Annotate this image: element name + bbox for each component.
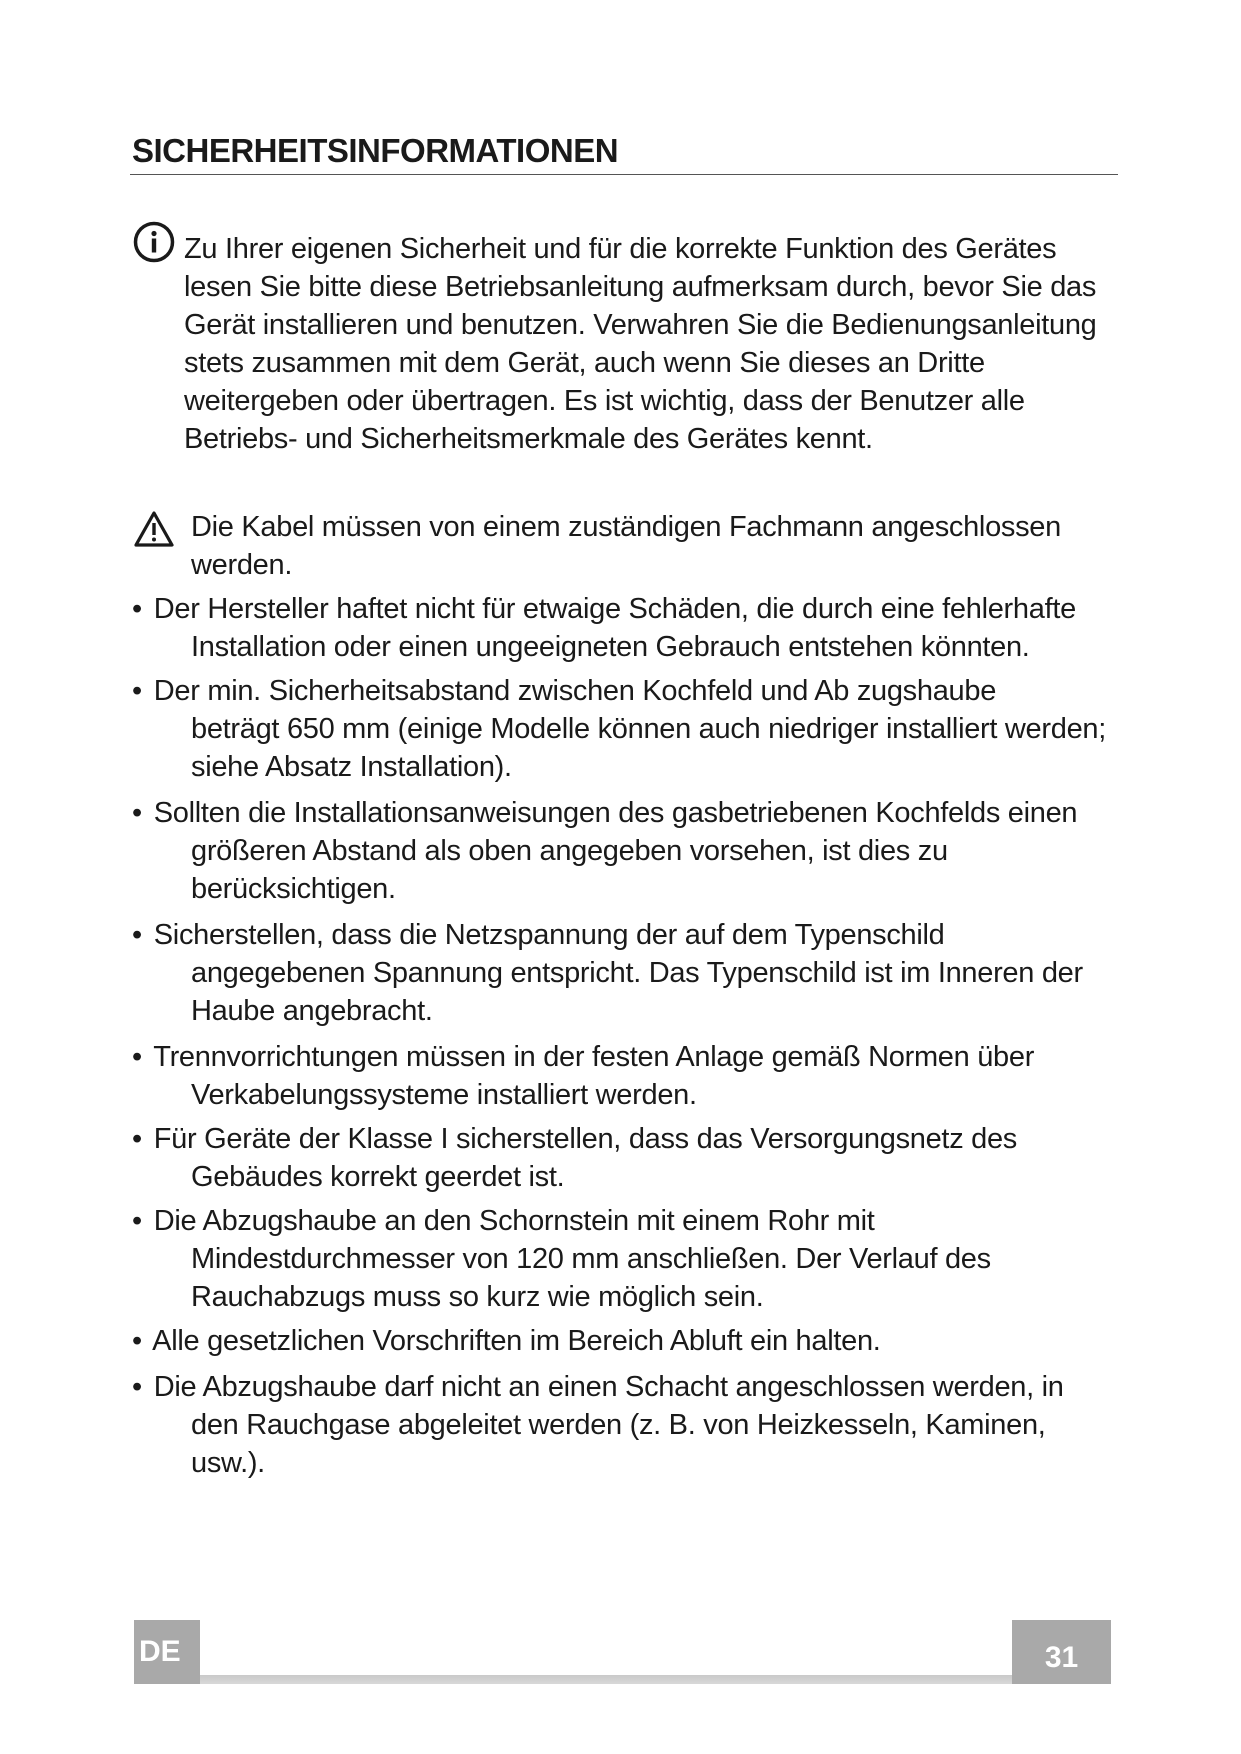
footer-bar [134, 1675, 1111, 1684]
bullet-symbol: • [132, 1371, 142, 1403]
bullet-text: Rauchabzugs muss so kurz wie möglich sein. [191, 1281, 764, 1313]
bullet-text: Für Geräte der Klasse I sicherstellen, dass das Versorgungsnetz des [153, 1123, 1018, 1155]
info-line: weitergeben oder übertragen. Es ist wichtig, dass der Benutzer alle [184, 385, 1025, 417]
bullet-item [132, 672, 1106, 786]
bullet-text: berücksichtigen. [191, 873, 396, 905]
info-line: Gerät installieren und benutzen. Verwahren Sie die Bedienungsanleitung [184, 309, 1097, 341]
info-line: stets zusammen mit dem Gerät, auch wenn Sie dieses an Dritte [184, 347, 985, 379]
footer-page-number: 31 [1012, 1620, 1111, 1684]
bullet-text: Der min. Sicherheitsabstand zwischen Kochfeld und Ab zugshaube [153, 675, 997, 707]
bullet-text: siehe Absatz Installation). [191, 751, 512, 783]
bullet-text: Der Hersteller haftet nicht für etwaige Schäden, die durch eine fehlerhafte [153, 593, 1076, 625]
bullet-symbol: • [132, 919, 142, 951]
bullet-text: Mindestdurchmesser von 120 mm anschließen. Der Verlauf des [191, 1243, 991, 1275]
bullet-item [132, 1202, 991, 1316]
bullet-text: Die Abzugshaube an den Schornstein mit einem Rohr mit [153, 1205, 875, 1237]
warning-line: Die Kabel müssen von einem zuständigen Fachmann angeschlossen [191, 511, 1061, 543]
bullet-item [132, 1038, 1034, 1114]
bullet-text: angegebenen Spannung entspricht. Das Typenschild ist im Inneren der [191, 957, 1083, 989]
bullet-item [132, 1120, 1017, 1196]
bullet-text: Trennvorrichtungen müssen in der festen Anlage gemäß Normen über [153, 1041, 1035, 1073]
bullet-text: Verkabelungssysteme installiert werden. [191, 1079, 697, 1111]
bullet-item [132, 1368, 1064, 1482]
warning-triangle-icon [133, 510, 175, 548]
bullet-item [132, 590, 1076, 666]
bullet-text: usw.). [191, 1447, 265, 1479]
bullet-text: größeren Abstand als oben angegeben vorsehen, ist dies zu [191, 835, 948, 867]
bullet-text: Sicherstellen, dass die Netzspannung der auf dem Typenschild [153, 919, 945, 951]
bullet-text: Haube angebracht. [191, 995, 433, 1027]
bullet-symbol: • [132, 1041, 142, 1073]
bullet-text: Sollten die Installationsanweisungen des gasbetriebenen Kochfelds einen [153, 797, 1078, 829]
bullet-symbol: • [132, 675, 142, 707]
bullet-item [132, 794, 1077, 908]
bullet-text: Gebäudes korrekt geerdet ist. [191, 1161, 565, 1193]
info-paragraph-continued [184, 268, 1096, 458]
info-paragraph [178, 230, 1056, 268]
bullet-symbol: • [132, 797, 142, 829]
bullet-symbol: • [132, 1205, 142, 1237]
page-title: SICHERHEITSINFORMATIONEN [132, 132, 619, 169]
bullet-symbol: • [132, 1325, 142, 1357]
bullet-text: Installation oder einen ungeeigneten Gebrauch entstehen könnten. [191, 631, 1030, 663]
title-divider [130, 174, 1118, 175]
warning-paragraph [191, 508, 1061, 584]
bullet-text: Die Abzugshaube darf nicht an einen Schacht angeschlossen werden, in [153, 1371, 1064, 1403]
bullet-symbol: • [132, 593, 142, 625]
bullet-symbol: • [132, 1123, 142, 1155]
info-line: Betriebs- und Sicherheitsmerkmale des Gerätes kennt. [184, 423, 873, 455]
bullet-text: Alle gesetzlichen Vorschriften im Bereich Abluft ein halten. [152, 1325, 881, 1357]
bullet-item [132, 916, 1083, 1030]
footer-language-tab: DE [134, 1620, 200, 1684]
info-circle-icon [132, 220, 176, 264]
info-line: lesen Sie bitte diese Betriebsanleitung aufmerksam durch, bevor Sie das [184, 271, 1097, 303]
info-line: Zu Ihrer eigenen Sicherheit und für die korrekte Funktion des Gerätes [184, 233, 1057, 265]
bullet-text: beträgt 650 mm (einige Modelle können auch niedriger installiert werden; [191, 713, 1106, 745]
bullet-item [132, 1322, 881, 1360]
bullet-text: den Rauchgase abgeleitet werden (z. B. von Heizkesseln, Kaminen, [191, 1409, 1046, 1441]
warning-line: werden. [191, 549, 293, 581]
